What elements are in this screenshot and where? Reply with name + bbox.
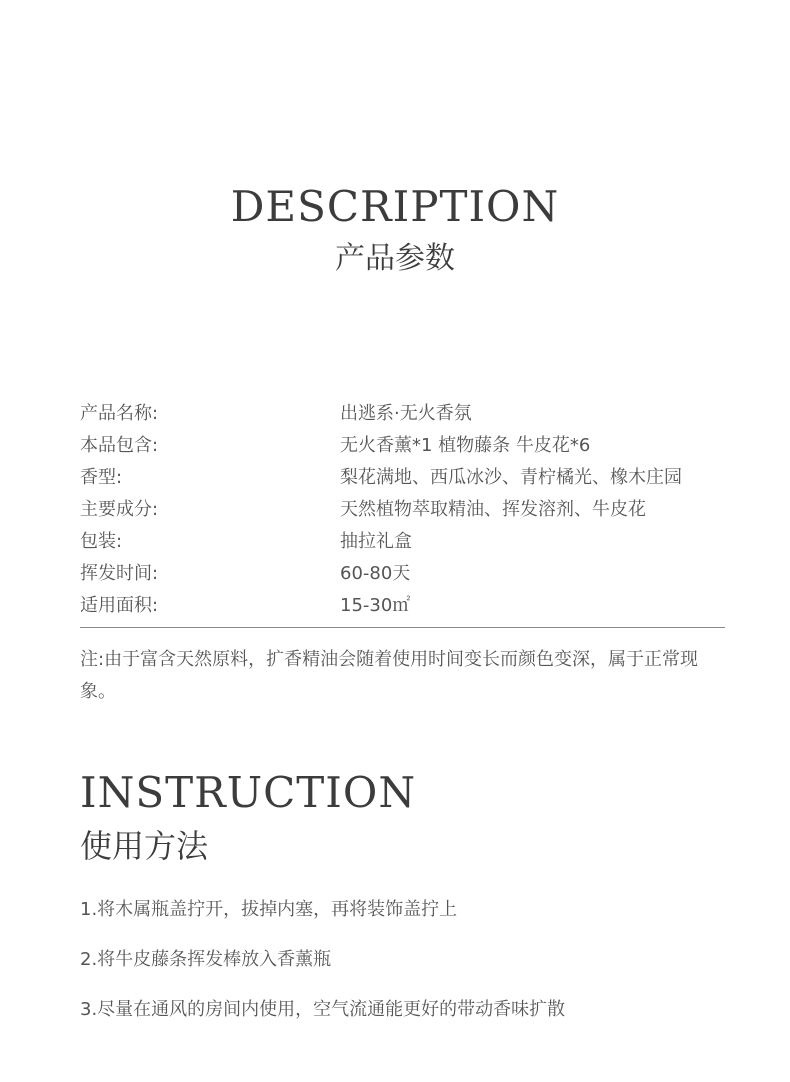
spec-value: 15-30㎡	[340, 595, 411, 616]
spec-value: 出逃系·无火香氛	[340, 403, 472, 424]
spec-label: 适用面积:	[80, 595, 159, 616]
description-title-en: DESCRIPTION	[230, 182, 560, 231]
spec-row-area	[80, 588, 730, 620]
spec-row-product-name	[80, 396, 730, 428]
description-title-cn: 产品参数	[335, 241, 455, 276]
spec-label: 包装:	[80, 531, 123, 552]
spec-row-ingredients	[80, 492, 730, 524]
instruction-title-en: INSTRUCTION	[80, 768, 417, 817]
spec-row-packaging	[80, 524, 730, 556]
spec-value: 60-80天	[340, 563, 411, 584]
note-text: 注:由于富含天然原料，扩香精油会随着使用时间变长而颜色变深，属于正常现象。	[80, 649, 699, 702]
spec-label: 产品名称:	[80, 403, 159, 424]
instruction-step: 3.尽量在通风的房间内使用，空气流通能更好的带动香味扩散	[80, 999, 566, 1020]
divider	[80, 627, 725, 628]
spec-value: 天然植物萃取精油、挥发溶剂、牛皮花	[340, 499, 646, 520]
instruction-step: 1.将木属瓶盖拧开，拔掉内塞，再将装饰盖拧上	[80, 899, 458, 920]
spec-label: 本品包含:	[80, 435, 159, 456]
instruction-title-cn: 使用方法	[80, 827, 209, 865]
spec-row-duration	[80, 556, 730, 588]
spec-label: 主要成分:	[80, 499, 159, 520]
spec-row-contents	[80, 428, 730, 460]
spec-label: 香型:	[80, 467, 123, 488]
instruction-steps	[80, 892, 760, 1042]
spec-list	[80, 396, 730, 620]
spec-value: 无火香薰*1 植物藤条 牛皮花*6	[340, 435, 591, 456]
spec-value: 抽拉礼盒	[340, 531, 412, 552]
spec-value: 梨花满地、西瓜冰沙、青柠橘光、橡木庄园	[340, 467, 682, 488]
instruction-step: 2.将牛皮藤条挥发棒放入香薰瓶	[80, 949, 332, 970]
spec-row-scent	[80, 460, 730, 492]
spec-label: 挥发时间:	[80, 563, 159, 584]
